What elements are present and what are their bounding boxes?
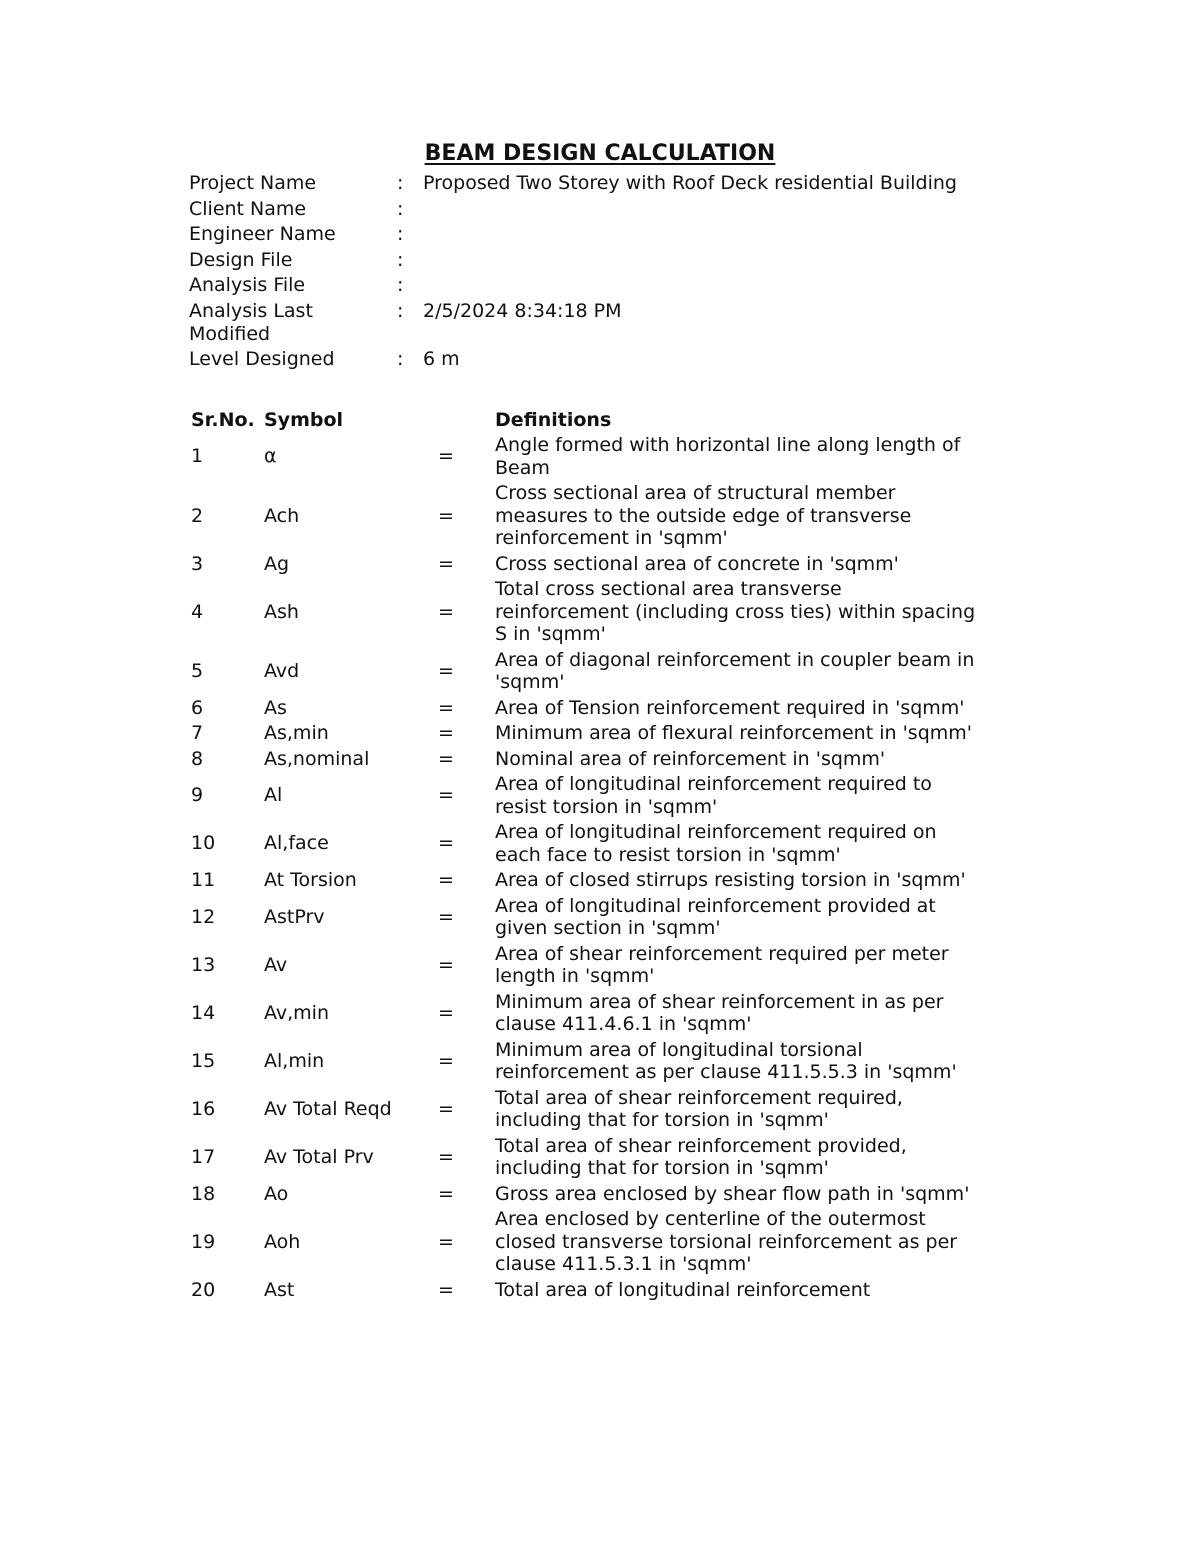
info-label: Analysis File	[189, 274, 306, 296]
info-label: Design File	[189, 248, 293, 271]
row-number: 9	[191, 784, 204, 807]
row-definition: Gross area enclosed by shear flow path in 'sqmm'	[495, 1182, 970, 1205]
info-row	[189, 172, 1009, 195]
row-symbol: As	[264, 696, 287, 719]
info-value: 2/5/2024 8:34:18 PM	[423, 299, 622, 322]
row-symbol: Ast	[264, 1278, 295, 1301]
row-symbol: AstPrv	[264, 905, 325, 928]
info-label: Engineer Name	[189, 223, 336, 245]
info-label: Analysis Last Modified	[189, 299, 313, 345]
info-value	[423, 274, 1009, 297]
row-equals: =	[438, 784, 454, 807]
row-symbol: Ao	[264, 1182, 289, 1205]
row-number: 20	[191, 1278, 216, 1301]
table-row	[191, 991, 991, 1036]
row-definition: Total area of longitudinal reinforcement	[495, 1278, 871, 1301]
row-equals: =	[438, 504, 454, 527]
row-definition: Total area of shear reinforcement required, including that for torsion in 'sqmm'	[495, 1086, 903, 1131]
info-value	[423, 198, 1009, 221]
row-symbol: Aoh	[264, 1230, 301, 1253]
row-definition: Area of Tension reinforcement required in 'sqmm'	[495, 696, 965, 719]
row-equals: =	[438, 1097, 454, 1120]
table-row	[191, 434, 991, 479]
row-number: 4	[191, 600, 204, 623]
row-number: 6	[191, 696, 204, 719]
row-symbol: Av	[264, 953, 288, 976]
row-definition: Minimum area of flexural reinforcement in 'sqmm'	[495, 722, 972, 744]
row-equals: =	[438, 905, 454, 928]
row-number: 7	[191, 722, 204, 744]
table-row	[191, 943, 991, 988]
row-number: 18	[191, 1182, 216, 1205]
row-definition: Total cross sectional area transverse reinforcement (including cross ties) within spacing S in 'sqmm'	[495, 578, 976, 645]
table-row	[191, 895, 991, 940]
header-definitions: Definitions	[495, 409, 612, 431]
row-symbol: Av Total Prv	[264, 1145, 374, 1168]
info-colon: :	[397, 197, 404, 220]
row-number: 2	[191, 504, 204, 527]
row-number: 11	[191, 869, 216, 891]
table-row	[191, 722, 991, 745]
row-equals: =	[438, 869, 454, 891]
row-definition: Angle formed with horizontal line along length of Beam	[495, 434, 961, 479]
info-row	[189, 249, 1009, 272]
row-symbol: Ash	[264, 600, 299, 623]
project-info	[189, 172, 1009, 374]
row-equals: =	[438, 722, 454, 744]
row-number: 15	[191, 1049, 216, 1072]
row-equals: =	[438, 552, 454, 575]
row-equals: =	[438, 832, 454, 855]
row-definition: Area of longitudinal reinforcement required on each face to resist torsion in 'sqmm'	[495, 821, 937, 866]
row-definition: Area enclosed by centerline of the outermost closed transverse torsional reinforcement as per clause 411.5.3.1 in 'sqmm'	[495, 1208, 958, 1275]
row-symbol: Ach	[264, 504, 300, 527]
info-colon: :	[397, 274, 404, 296]
table-header	[191, 408, 991, 432]
table-row	[191, 1183, 991, 1206]
row-number: 3	[191, 552, 204, 575]
info-label: Level Designed	[189, 348, 335, 370]
header-sr-no: Sr.No.	[191, 409, 255, 431]
row-definition: Area of shear reinforcement required per meter length in 'sqmm'	[495, 942, 949, 987]
table-row	[191, 773, 991, 818]
row-equals: =	[438, 953, 454, 976]
row-definition: Cross sectional area of structural member measures to the outside edge of transverse reinforcement in 'sqmm'	[495, 482, 912, 549]
info-colon: :	[397, 223, 404, 245]
row-equals: =	[438, 696, 454, 719]
row-definition: Total area of shear reinforcement provided, including that for torsion in 'sqmm'	[495, 1134, 907, 1179]
table-row	[191, 1208, 991, 1276]
row-number: 16	[191, 1097, 216, 1120]
row-definition: Area of longitudinal reinforcement required to resist torsion in 'sqmm'	[495, 773, 932, 818]
table-row	[191, 1039, 991, 1084]
row-definition: Minimum area of shear reinforcement in as per clause 411.4.6.1 in 'sqmm'	[495, 990, 944, 1035]
table-row	[191, 553, 991, 576]
row-symbol: Al,min	[264, 1049, 325, 1072]
info-label: Project Name	[189, 172, 317, 194]
info-row	[189, 198, 1009, 221]
row-number: 19	[191, 1230, 216, 1253]
info-colon: :	[397, 299, 404, 322]
table-row	[191, 869, 991, 892]
info-row	[189, 223, 1009, 246]
header-symbol: Symbol	[264, 409, 344, 431]
row-symbol: Avd	[264, 659, 300, 682]
row-symbol: Al	[264, 784, 283, 807]
table-row	[191, 748, 991, 771]
row-equals: =	[438, 1278, 454, 1301]
row-equals: =	[438, 445, 454, 468]
row-equals: =	[438, 1145, 454, 1168]
document-title: BEAM DESIGN CALCULATION	[424, 141, 776, 166]
row-symbol: Av,min	[264, 1001, 329, 1024]
row-equals: =	[438, 1230, 454, 1253]
info-label: Client Name	[189, 197, 307, 220]
table-row	[191, 1135, 991, 1180]
row-number: 10	[191, 832, 216, 855]
row-symbol: At Torsion	[264, 869, 357, 891]
info-colon: :	[397, 248, 404, 271]
table-row	[191, 1087, 991, 1132]
row-equals: =	[438, 747, 454, 770]
row-equals: =	[438, 659, 454, 682]
row-number: 17	[191, 1145, 216, 1168]
row-symbol: As,nominal	[264, 747, 370, 770]
info-value: Proposed Two Storey with Roof Deck residential Building	[423, 172, 957, 194]
table-row	[191, 578, 991, 646]
table-row	[191, 482, 991, 550]
row-definition: Cross sectional area of concrete in 'sqmm'	[495, 552, 899, 575]
table-row	[191, 649, 991, 694]
info-value	[423, 223, 1009, 246]
row-symbol: Av Total Reqd	[264, 1097, 392, 1120]
row-definition: Area of diagonal reinforcement in coupler beam in 'sqmm'	[495, 648, 975, 693]
info-colon: :	[397, 172, 404, 194]
row-symbol: Ag	[264, 552, 290, 575]
row-number: 1	[191, 445, 204, 468]
row-equals: =	[438, 600, 454, 623]
row-definition: Minimum area of longitudinal torsional reinforcement as per clause 411.5.5.3 in 'sqmm'	[495, 1038, 957, 1083]
row-number: 12	[191, 905, 216, 928]
symbol-definitions-table	[191, 408, 991, 1304]
row-symbol: As,min	[264, 722, 329, 744]
row-equals: =	[438, 1001, 454, 1024]
row-definition: Nominal area of reinforcement in 'sqmm'	[495, 747, 886, 770]
row-equals: =	[438, 1049, 454, 1072]
row-number: 14	[191, 1001, 216, 1024]
table-row	[191, 697, 991, 720]
row-symbol: Al,face	[264, 832, 329, 855]
row-number: 13	[191, 953, 216, 976]
table-body	[191, 434, 991, 1301]
info-value	[423, 249, 1009, 272]
info-colon: :	[397, 348, 404, 370]
info-row	[189, 348, 1009, 371]
info-value: 6 m	[423, 348, 460, 370]
row-number: 5	[191, 659, 204, 682]
table-row	[191, 821, 991, 866]
row-symbol: α	[264, 445, 277, 468]
row-equals: =	[438, 1182, 454, 1205]
info-row	[189, 274, 1009, 297]
info-row	[189, 300, 1009, 346]
row-definition: Area of closed stirrups resisting torsion in 'sqmm'	[495, 869, 966, 891]
row-definition: Area of longitudinal reinforcement provided at given section in 'sqmm'	[495, 894, 936, 939]
row-number: 8	[191, 747, 204, 770]
table-row	[191, 1279, 991, 1302]
